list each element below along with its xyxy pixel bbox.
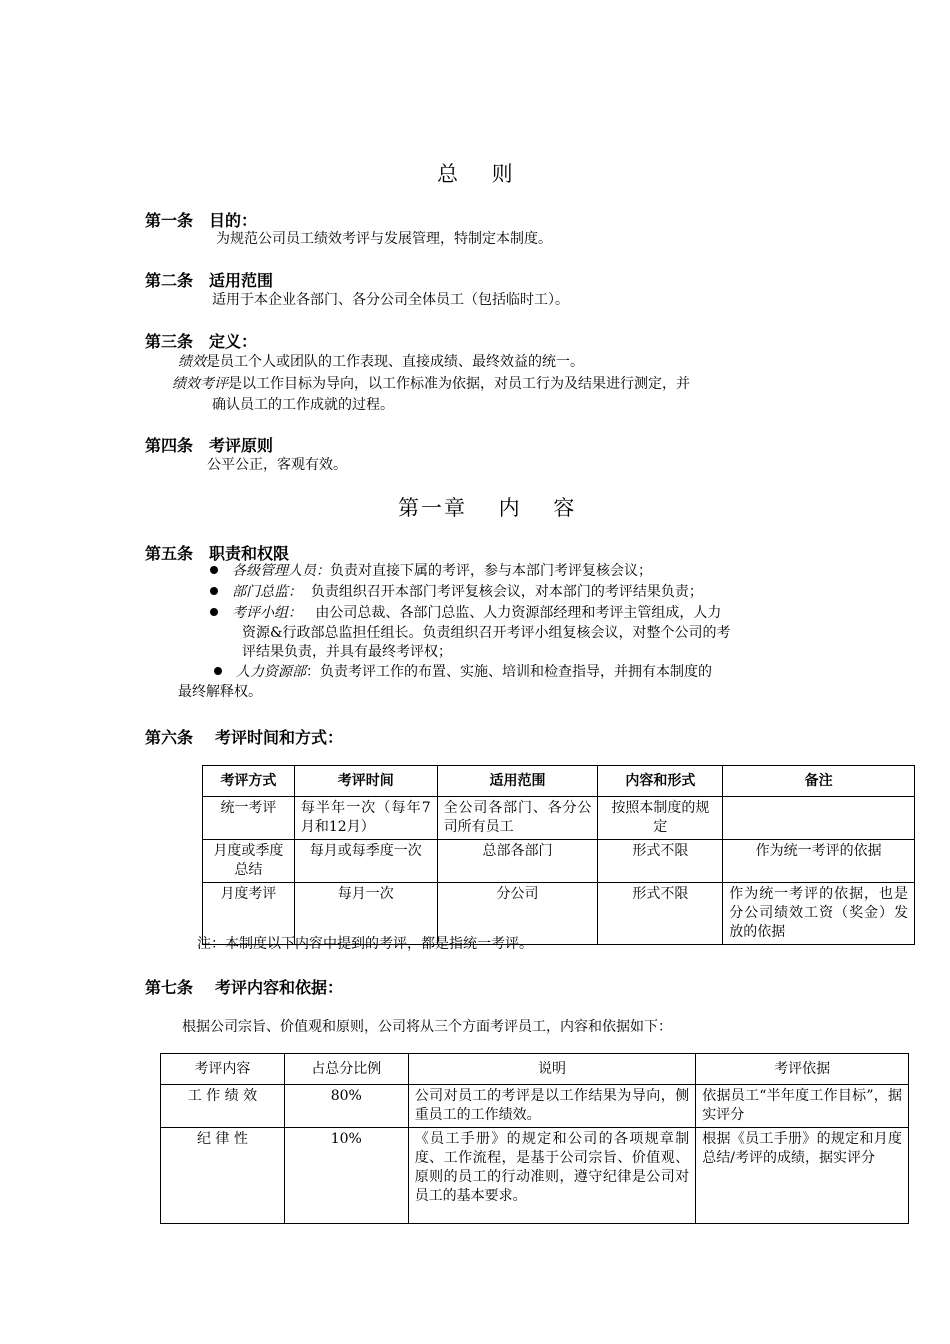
table-cell: 月度或季度总结: [203, 840, 295, 883]
article-title: 适用范围: [209, 271, 274, 290]
article-number: 第二条: [145, 271, 194, 290]
definition: 是员工个人或团队的工作表现、直接成绩、最终效益的统一。: [206, 354, 584, 370]
role: 人力资源部: [236, 664, 306, 680]
article-number: 第四条: [145, 436, 194, 455]
article-number: 第三条: [145, 332, 194, 351]
bullet-icon: [210, 608, 218, 616]
appraisal-schedule-table: [202, 765, 915, 945]
table-cell: 每月一次: [294, 883, 437, 945]
table-cell: 10%: [284, 1128, 408, 1224]
article-2-text: 适用于本企业各部门、各分公司全体员工（包括临时工）。: [212, 292, 569, 308]
table-row: [161, 1085, 909, 1128]
term: 绩效: [178, 354, 206, 370]
table-cell: 全公司各部门、各分公司所有员工: [437, 797, 598, 840]
table-cell: 每月或每季度一次: [294, 840, 437, 883]
table-row: [203, 840, 915, 883]
table-cell: 形式不限: [598, 840, 723, 883]
appraisal-content-table: [160, 1053, 909, 1224]
article-3-heading: [145, 329, 257, 352]
column-header: 备注: [723, 766, 915, 797]
table-cell: 《员工手册》的规定和公司的各项规章制度、工作流程，是基于公司宗旨、价值观、原则的员工的行动准则，遵守纪律是公司对员工的基本要求。: [408, 1128, 696, 1224]
table-note: 注：本制度以下内容中提到的考评，都是指统一考评。: [197, 936, 533, 952]
table-cell: 公司对员工的考评是以工作结果为导向，侧重员工的工作绩效。: [408, 1085, 696, 1128]
table-cell: 总部各部门: [437, 840, 598, 883]
table-cell: 依据员工“半年度工作目标”，据实评分: [696, 1085, 909, 1128]
column-header: 内容和形式: [598, 766, 723, 797]
bullet-committee-cont: 评结果负责，并具有最终考评权；: [242, 644, 452, 660]
term: 绩效考评: [172, 376, 228, 392]
column-header: 适用范围: [437, 766, 598, 797]
role-text: 负责组织召开本部门考评复核会议，对本部门的考评结果负责；: [310, 584, 703, 600]
table-cell: 按照本制度的规定: [598, 797, 723, 840]
table-cell: [723, 797, 915, 840]
role: 各级管理人员：: [232, 563, 330, 579]
article-number: 第六条: [145, 728, 194, 747]
table-cell: 统一考评: [203, 797, 295, 840]
table-cell: 工 作 绩 效: [161, 1085, 285, 1128]
definition: 是以工作目标为导向，以工作标准为依据，对员工行为及结果进行测定，并: [228, 376, 690, 392]
article-4-heading: [145, 433, 273, 456]
table-cell: 作为统一考评的依据: [723, 840, 915, 883]
column-header: 考评内容: [161, 1054, 285, 1085]
bullet-committee: [210, 603, 721, 623]
table-cell: 作为统一考评的依据，也是分公司绩效工资（奖金）发放的依据: [723, 883, 915, 945]
article-1-heading: [145, 208, 257, 231]
definition-appraisal-cont: 确认员工的工作成就的过程。: [212, 397, 394, 413]
role-text: 由公司总裁、各部门总监、人力资源部经理和考评主管组成，人力: [315, 605, 722, 621]
table-cell: 分公司: [437, 883, 598, 945]
article-7-heading: [145, 975, 343, 998]
section-title-general: 总 则: [437, 162, 515, 186]
table-row: [203, 797, 915, 840]
table-header-row: [203, 766, 915, 797]
bullet-hr: [214, 662, 712, 682]
column-header: 占总分比例: [284, 1054, 408, 1085]
column-header: 说明: [408, 1054, 696, 1085]
article-title: 考评原则: [209, 436, 274, 455]
article-7-intro: 根据公司宗旨、价值观和原则，公司将从三个方面考评员工，内容和依据如下：: [182, 1019, 672, 1035]
role-text: ：负责考评工作的布置、实施、培训和检查指导，并拥有本制度的: [306, 664, 712, 680]
table-cell: 80%: [284, 1085, 408, 1128]
article-6-heading: [145, 725, 343, 748]
article-number: 第七条: [145, 978, 194, 997]
role-text: 负责对直接下属的考评，参与本部门考评复核会议；: [330, 563, 652, 579]
bullet-committee-cont: 资源&行政部总监担任组长。负责组织召开考评小组复核会议，对整个公司的考: [242, 625, 731, 641]
column-header: 考评方式: [203, 766, 295, 797]
article-4-text: 公平公正，客观有效。: [207, 457, 347, 473]
bullet-hr-cont: 最终解释权。: [178, 684, 262, 700]
article-title: 职责和权限: [209, 544, 290, 563]
article-title: 定义：: [209, 332, 258, 351]
table-cell: 形式不限: [598, 883, 723, 945]
table-cell: 月度考评: [203, 883, 295, 945]
table-cell: 每半年一次（每年7月和12月）: [294, 797, 437, 840]
role: 部门总监：: [232, 584, 302, 600]
table-cell: 根据《员工手册》的规定和月度总结/考评的成绩，据实评分: [696, 1128, 909, 1224]
bullet-directors: [210, 582, 703, 602]
article-number: 第五条: [145, 544, 194, 563]
column-header: 考评依据: [696, 1054, 909, 1085]
article-number: 第一条: [145, 211, 194, 230]
column-header: 考评时间: [294, 766, 437, 797]
bullet-icon: [210, 587, 218, 595]
definition-performance: [178, 352, 584, 372]
table-header-row: [161, 1054, 909, 1085]
article-1-text: 为规范公司员工绩效考评与发展管理，特制定本制度。: [216, 231, 552, 247]
table-cell: 纪 律 性: [161, 1128, 285, 1224]
bullet-managers: [210, 561, 652, 581]
chapter-1-title: 第一章 内 容: [398, 496, 577, 520]
article-title: 考评内容和依据：: [215, 978, 344, 997]
bullet-icon: [210, 566, 218, 574]
article-title: 目的：: [209, 211, 258, 230]
article-title: 考评时间和方式：: [215, 728, 344, 747]
bullet-icon: [214, 667, 222, 675]
role: 考评小组：: [232, 605, 302, 621]
table-row: [161, 1128, 909, 1224]
definition-appraisal: [172, 374, 690, 394]
article-2-heading: [145, 268, 273, 291]
